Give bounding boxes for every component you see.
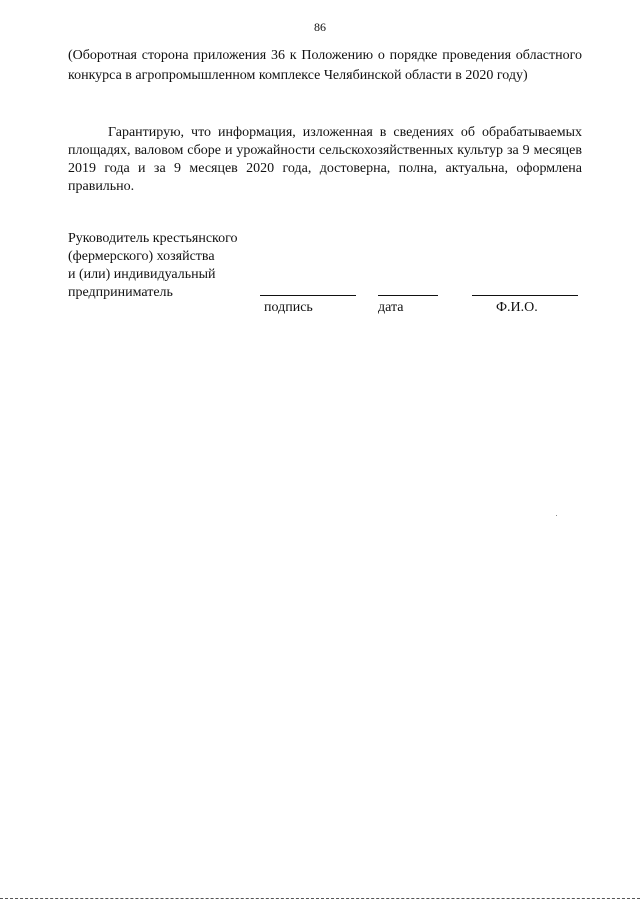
full-name-label: Ф.И.О. [496, 300, 538, 315]
signer-title-line: (фермерского) хозяйства [68, 249, 215, 264]
signer-title [68, 230, 268, 302]
date-blank-line[interactable] [378, 295, 438, 296]
bottom-edge-rule [0, 898, 640, 899]
signature-label: подпись [264, 300, 313, 315]
signer-title-line: и (или) индивидуальный [68, 267, 216, 282]
date-label: дата [378, 300, 404, 315]
guarantee-paragraph: Гарантирую, что информация, изложенная в сведениях об обрабатываемых площадях, валовом сборе и урожайности сельскохозяйственных культур за 9 месяцев 2019 года и за 9 месяцев 2020 года, достоверна, полна, актуальна, оформлена правильно. [68, 125, 582, 194]
full-name-blank-line[interactable] [472, 295, 578, 296]
scan-speck [556, 515, 557, 516]
page-number: 86 [314, 20, 326, 34]
signer-title-line: предприниматель [68, 285, 173, 300]
signer-title-line: Руководитель крестьянского [68, 231, 238, 246]
appendix-reference-note: (Оборотная сторона приложения 36 к Положению о порядке проведения областного конкурса в агропромышленном комплексе Челябинской области в 2020 году) [68, 48, 582, 83]
signature-blank-line[interactable] [260, 295, 356, 296]
